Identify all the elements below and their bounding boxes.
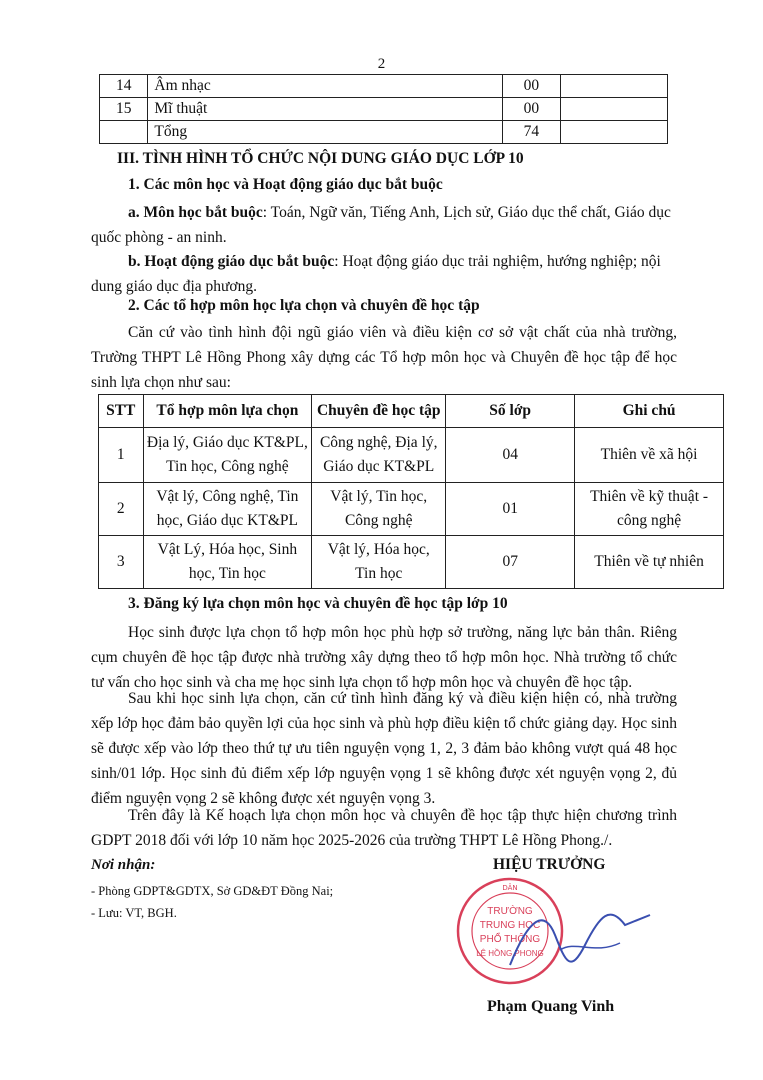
svg-text:PHỔ THÔNG: PHỔ THÔNG bbox=[479, 934, 541, 945]
cell-line: Giáo dục KT&PL bbox=[323, 458, 435, 475]
paragraph: Trên đây là Kế hoạch lựa chọn môn học và chuyên đề học tập thực hiện chương trình GDPT 2018 đối với lớp 10 năm học 2025-2026 của trường THPT Lê Hồng Phong./. bbox=[91, 807, 677, 849]
table-cell bbox=[143, 428, 312, 483]
table-cell: 00 bbox=[502, 75, 560, 98]
table-row bbox=[100, 75, 668, 98]
table-cell: 74 bbox=[502, 121, 560, 144]
paragraph: Sau khi học sinh lựa chọn, căn cứ tình hình đăng ký và điều kiện hiện có, nhà trường xếp lớp học đảm bảo quyền lợi của học sinh và phù hợp điều kiện tổ chức giảng dạy. Học sinh sẽ được xếp vào lớp theo thứ tự ưu tiên nguyện vọng 1, 2, 3 đảm bảo không vượt quá 48 học sinh/01 lớp. Học sinh đủ điểm xếp lớp nguyện vọng 1 sẽ không được xét nguyện vọng 2, đủ điểm nguyện vọng 2 sẽ không được xét nguyện vọng 3. bbox=[91, 690, 677, 807]
subsection-heading: 1. Các môn học và Hoạt động giáo dục bắt buộc bbox=[128, 176, 443, 193]
mandatory-activities bbox=[91, 249, 677, 299]
table-cell bbox=[575, 428, 724, 483]
cell-line: Công nghệ bbox=[344, 512, 413, 529]
svg-text:TRƯỜNG: TRƯỜNG bbox=[487, 906, 533, 917]
cell-line: Địa lý, Giáo dục KT&PL, bbox=[146, 434, 308, 451]
column-header: Tổ hợp môn lựa chọn bbox=[143, 395, 312, 428]
section-heading: III. TÌNH HÌNH TỔ CHỨC NỘI DUNG GIÁO DỤC LỚP 10 bbox=[117, 150, 524, 167]
recipient-item: - Lưu: VT, BGH. bbox=[91, 906, 177, 920]
table-cell: 14 bbox=[100, 75, 148, 98]
table-row bbox=[99, 536, 724, 589]
table-cell bbox=[575, 483, 724, 536]
table-cell bbox=[312, 536, 446, 589]
svg-text:LÊ HỒNG PHONG: LÊ HỒNG PHONG bbox=[476, 949, 544, 958]
table-header-row bbox=[99, 395, 724, 428]
table-cell bbox=[312, 428, 446, 483]
table-cell bbox=[312, 483, 446, 536]
cell-line: học, Giáo dục KT&PL bbox=[156, 512, 298, 529]
signer-name: Phạm Quang Vinh bbox=[487, 998, 615, 1015]
table-row bbox=[99, 428, 724, 483]
svg-text:TRUNG HỌC: TRUNG HỌC bbox=[479, 920, 541, 931]
table-cell: Âm nhạc bbox=[148, 75, 502, 98]
column-header: Số lớp bbox=[446, 395, 575, 428]
column-header: STT bbox=[99, 395, 144, 428]
table-cell: 2 bbox=[99, 483, 144, 536]
cell-line: Thiên về xã hội bbox=[600, 446, 698, 463]
cell-line: Vật lý, Tin học, bbox=[330, 488, 428, 505]
label: a. Môn học bắt buộc bbox=[128, 204, 263, 221]
table-cell: 07 bbox=[446, 536, 575, 589]
cell-line: học, Tin học bbox=[188, 565, 266, 582]
table-row bbox=[99, 483, 724, 536]
cell-line: Công nghệ, Địa lý, bbox=[319, 434, 438, 451]
table-cell: 01 bbox=[446, 483, 575, 536]
text: quốc phòng - an ninh. bbox=[91, 229, 227, 246]
table-cell bbox=[560, 98, 667, 121]
table-cell: Mĩ thuật bbox=[148, 98, 502, 121]
table-row bbox=[100, 121, 668, 144]
table-row bbox=[100, 98, 668, 121]
cell-line: Thiên về kỹ thuật - bbox=[590, 488, 709, 505]
cell-line: Vật lý, Hóa học, bbox=[327, 541, 430, 558]
table-cell: 3 bbox=[99, 536, 144, 589]
cell-line: Tin học bbox=[355, 565, 403, 582]
column-header: Ghi chú bbox=[575, 395, 724, 428]
table-cell bbox=[560, 75, 667, 98]
table-cell: 1 bbox=[99, 428, 144, 483]
table-cell bbox=[575, 536, 724, 589]
paragraph: Học sinh được lựa chọn tổ hợp môn học phù hợp sở trường, năng lực bản thân. Riêng cụm chuyên đề học tập được nhà trường xây dựng theo tổ hợp môn học. Nhà trường tổ chức tư vấn cho học sinh và cha mẹ học sinh lựa chọn tổ hợp môn học và chuyên đề học tập. bbox=[91, 624, 677, 691]
label: b. Hoạt động giáo dục bắt buộc bbox=[128, 253, 335, 270]
text: : Toán, Ngữ văn, Tiếng Anh, Lịch sử, Giáo dục thể chất, Giáo dục bbox=[262, 204, 671, 221]
table-cell bbox=[143, 483, 312, 536]
svg-text:DÂN: DÂN bbox=[502, 884, 518, 892]
cell-line: Tin học, Công nghệ bbox=[166, 458, 289, 475]
table-cell bbox=[100, 121, 148, 144]
table-cell bbox=[560, 121, 667, 144]
text: dung giáo dục địa phương. bbox=[91, 278, 257, 295]
subsection-heading: 2. Các tổ hợp môn học lựa chọn và chuyên đề học tập bbox=[128, 297, 480, 314]
page-number: 2 bbox=[377, 56, 386, 72]
summary-table bbox=[99, 74, 668, 144]
mandatory-subjects bbox=[91, 200, 677, 250]
signer-title: HIỆU TRƯỞNG bbox=[493, 856, 606, 873]
column-header: Chuyên đề học tập bbox=[312, 395, 446, 428]
cell-line: Thiên về tự nhiên bbox=[594, 553, 704, 570]
recipients-label: Nơi nhận: bbox=[91, 857, 156, 873]
cell-line: công nghệ bbox=[617, 512, 682, 529]
table-cell: 15 bbox=[100, 98, 148, 121]
table-cell: Tổng bbox=[148, 121, 502, 144]
combination-table bbox=[98, 394, 724, 589]
table-cell bbox=[143, 536, 312, 589]
signature-icon bbox=[500, 895, 660, 985]
table-cell: 04 bbox=[446, 428, 575, 483]
recipient-item: - Phòng GDPT&GDTX, Sở GD&ĐT Đồng Nai; bbox=[91, 884, 334, 898]
cell-line: Vật Lý, Hóa học, Sinh bbox=[157, 541, 298, 558]
text: : Hoạt động giáo dục trải nghiệm, hướng nghiệp; nội bbox=[334, 253, 661, 270]
cell-line: Vật lý, Công nghệ, Tin bbox=[156, 488, 299, 505]
subsection-heading: 3. Đăng ký lựa chọn môn học và chuyên đề học tập lớp 10 bbox=[128, 595, 508, 612]
paragraph: Căn cứ vào tình hình đội ngũ giáo viên và điều kiện cơ sở vật chất của nhà trường, Trường THPT Lê Hồng Phong xây dựng các Tổ hợp môn học và Chuyên đề học tập để học sinh lựa chọn như sau: bbox=[91, 324, 677, 391]
table-cell: 00 bbox=[502, 98, 560, 121]
